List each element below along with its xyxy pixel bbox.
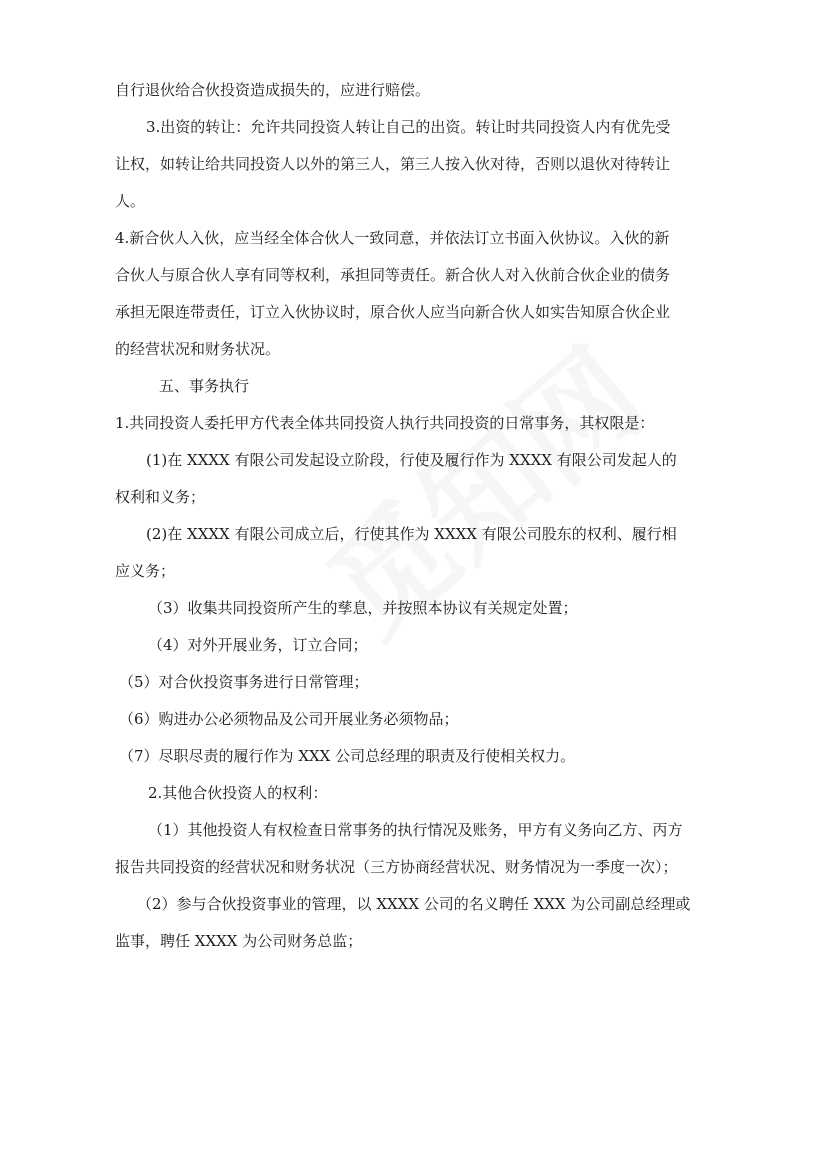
paragraph-line: 自行退伙给合伙投资造成损失的，应进行赔偿。 [115,81,431,99]
paragraph-line: (2)在 XXXX 有限公司成立后，行使其作为 XXXX 有限公司股东的权利、履行相 [146,525,677,543]
paragraph-line: 4.新合伙人入伙，应当经全体合伙人一致同意，并依法订立书面入伙协议。入伙的新 [115,229,670,247]
document-body [115,72,745,960]
paragraph-line: 监事，聘任 XXXX 为公司财务总监； [115,932,363,950]
paragraph-line: 报告共同投资的经营状况和财务状况（三方协商经营状况、财务情况为一季度一次）； [115,858,678,876]
paragraph-line: 3.出资的转让：允许共同投资人转让自己的出资。转让时共同投资人内有优先受 [146,118,671,136]
paragraph-line: （7）尽职尽责的履行作为 XXX 公司总经理的职责及行使相关权力。 [119,747,576,765]
paragraph-line: 让权，如转让给共同投资人以外的第三人，第三人按入伙对待，否则以退伙对待转让 [115,155,671,173]
paragraph-line: （1）其他投资人有权检查日常事务的执行情况及账务，甲方有义务向乙方、丙方 [148,821,683,839]
paragraph-line: （3）收集共同投资所产生的孳息，并按照本协议有关规定处置； [148,599,578,617]
paragraph-line: （2）参与合伙投资事业的管理，以 XXXX 公司的名义聘任 XXX 为公司副总经理或 [137,895,691,913]
paragraph-line: 应义务； [115,562,176,580]
paragraph-line: 权利和义务； [115,488,206,506]
paragraph-line: 1.共同投资人委托甲方代表全体共同投资人执行共同投资的日常事务，其权限是： [115,414,655,432]
paragraph-line: 合伙人与原合伙人享有同等权利，承担同等责任。新合伙人对入伙前合伙企业的债务 [115,266,671,284]
paragraph-line: （5）对合伙投资事务进行日常管理； [119,673,369,691]
section-heading: 五、事务执行 [159,377,250,395]
paragraph-line: 承担无限连带责任，订立入伙协议时，原合伙人应当向新合伙人如实告知原合伙企业 [115,303,671,321]
paragraph-line: (1)在 XXXX 有限公司发起设立阶段，行使及履行作为 XXXX 有限公司发起人的 [146,451,677,469]
paragraph-line: （4）对外开展业务，订立合同； [148,636,368,654]
paragraph-line: （6）购进办公必须物品及公司开展业务必须物品； [119,710,459,728]
paragraph-line: 人。 [115,192,146,210]
paragraph-line: 2.其他合伙投资人的权利： [148,784,328,802]
paragraph-line: 的经营状况和财务状况。 [115,340,281,358]
